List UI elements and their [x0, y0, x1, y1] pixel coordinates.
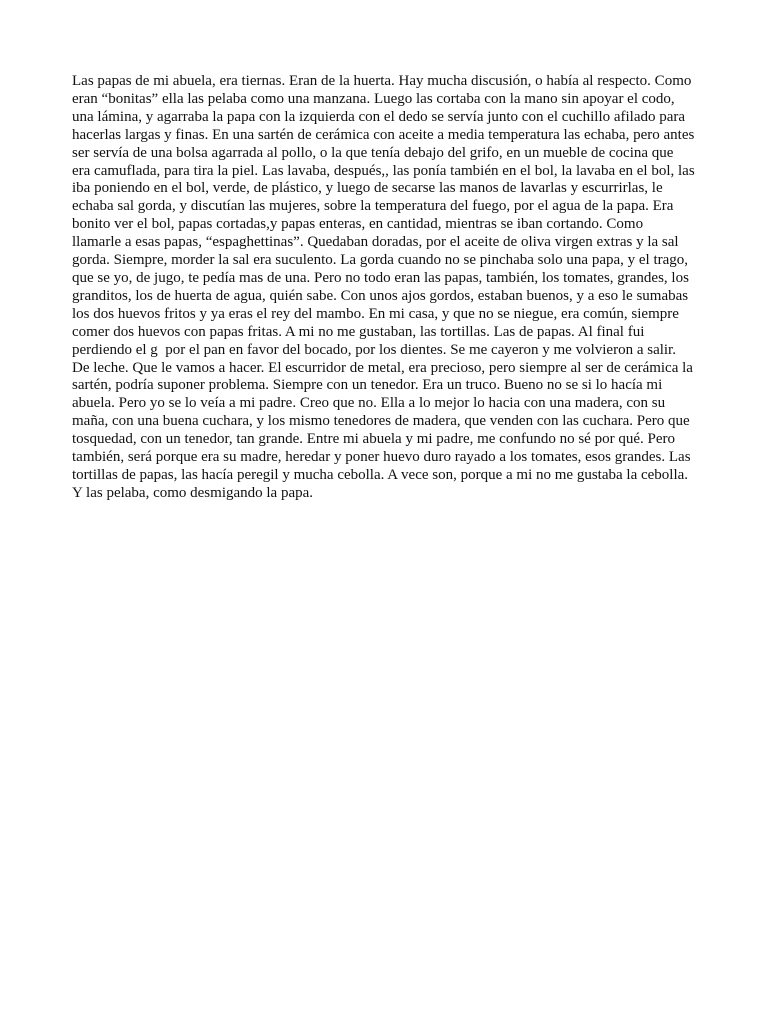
- text-line: tortillas de papas, las hacía peregil y mucha cebolla. A vece son, porque a mi no me gustaba la cebolla.: [72, 466, 689, 483]
- text-line: ser servía de una bolsa agarrada al pollo, o la que tenía debajo del grifo, en un mueble de cocina que: [72, 144, 674, 161]
- text-line: echaba sal gorda, y discutían las mujeres, sobre la temperatura del fuego, por el agua de la papa. Era: [72, 198, 674, 215]
- text-line: los dos huevos fritos y ya eras el rey del mambo. En mi casa, y que no se niegue, era común, siempre: [72, 305, 679, 322]
- text-line: llamarle a esas papas, “espaghettinas”. Quedaban doradas, por el aceite de oliva virgen extras y la sal: [72, 234, 679, 251]
- text-line: hacerlas largas y finas. En una sartén de cerámica con aceite a media temperatura las echaba, pero antes: [72, 126, 695, 143]
- text-line: tosquedad, con un tenedor, tan grande. Entre mi abuela y mi padre, me confundo no sé por qué. Pero: [72, 431, 675, 448]
- text-line: maña, con una buena cuchara, y los mismo tenedores de madera, que venden con las cuchara. Pero que: [72, 413, 690, 430]
- text-line: iba poniendo en el bol, verde, de plástico, y luego de secarse las manos de lavarlas y escurrirlas, le: [72, 180, 663, 197]
- text-line: comer dos huevos con papas fritas. A mi no me gustaban, las tortillas. Las de papas. Al final fui: [72, 323, 645, 340]
- text-line: De leche. Que le vamos a hacer. El escurridor de metal, era precioso, pero siempre al ser de cerámica la: [72, 359, 693, 376]
- text-line: también, será porque era su madre, heredar y poner huevo duro rayado a los tomates, esos grandes. Las: [72, 449, 691, 466]
- text-line: bonito ver el bol, papas cortadas,y papas enteras, en cantidad, mientras se iban cortando. Como: [72, 216, 644, 233]
- text-line: perdiendo el g por el pan en favor del bocado, por los dientes. Se me cayeron y me volvieron a salir.: [72, 341, 676, 358]
- text-line: granditos, los de huerta de agua, quién sabe. Con unos ajos gordos, estaban buenos, y a eso le sumabas: [72, 287, 689, 304]
- text-line: Y las pelaba, como desmigando la papa.: [72, 484, 314, 501]
- text-line: que se yo, de jugo, te pedía mas de una. Pero no todo eran las papas, también, los tomates, grandes, los: [72, 269, 689, 286]
- text-line: eran “bonitas” ella las pelaba como una manzana. Luego las cortaba con la mano sin apoyar el codo,: [72, 90, 675, 107]
- text-line: una lámina, y agarraba la papa con la izquierda con el dedo se servía junto con el cuchillo afilado para: [72, 108, 686, 125]
- text-line: sartén, podría suponer problema. Siempre con un tenedor. Era un truco. Bueno no se si lo hacía mi: [72, 377, 663, 394]
- text-line: era camuflada, para tira la piel. Las lavaba, después,, las ponía también en el bol, la lavaba en el bol, las: [72, 162, 695, 179]
- text-line: gorda. Siempre, morder la sal era suculento. La gorda cuando no se pinchaba solo una papa, y el trago,: [72, 252, 689, 269]
- text-line: abuela. Pero yo se lo veía a mi padre. Creo que no. Ella a lo mejor lo hacia con una madera, con su: [72, 395, 666, 412]
- text-line: Las papas de mi abuela, era tiernas. Eran de la huerta. Hay mucha discusión, o había al respecto. Como: [72, 73, 692, 89]
- body-paragraph: [72, 73, 702, 503]
